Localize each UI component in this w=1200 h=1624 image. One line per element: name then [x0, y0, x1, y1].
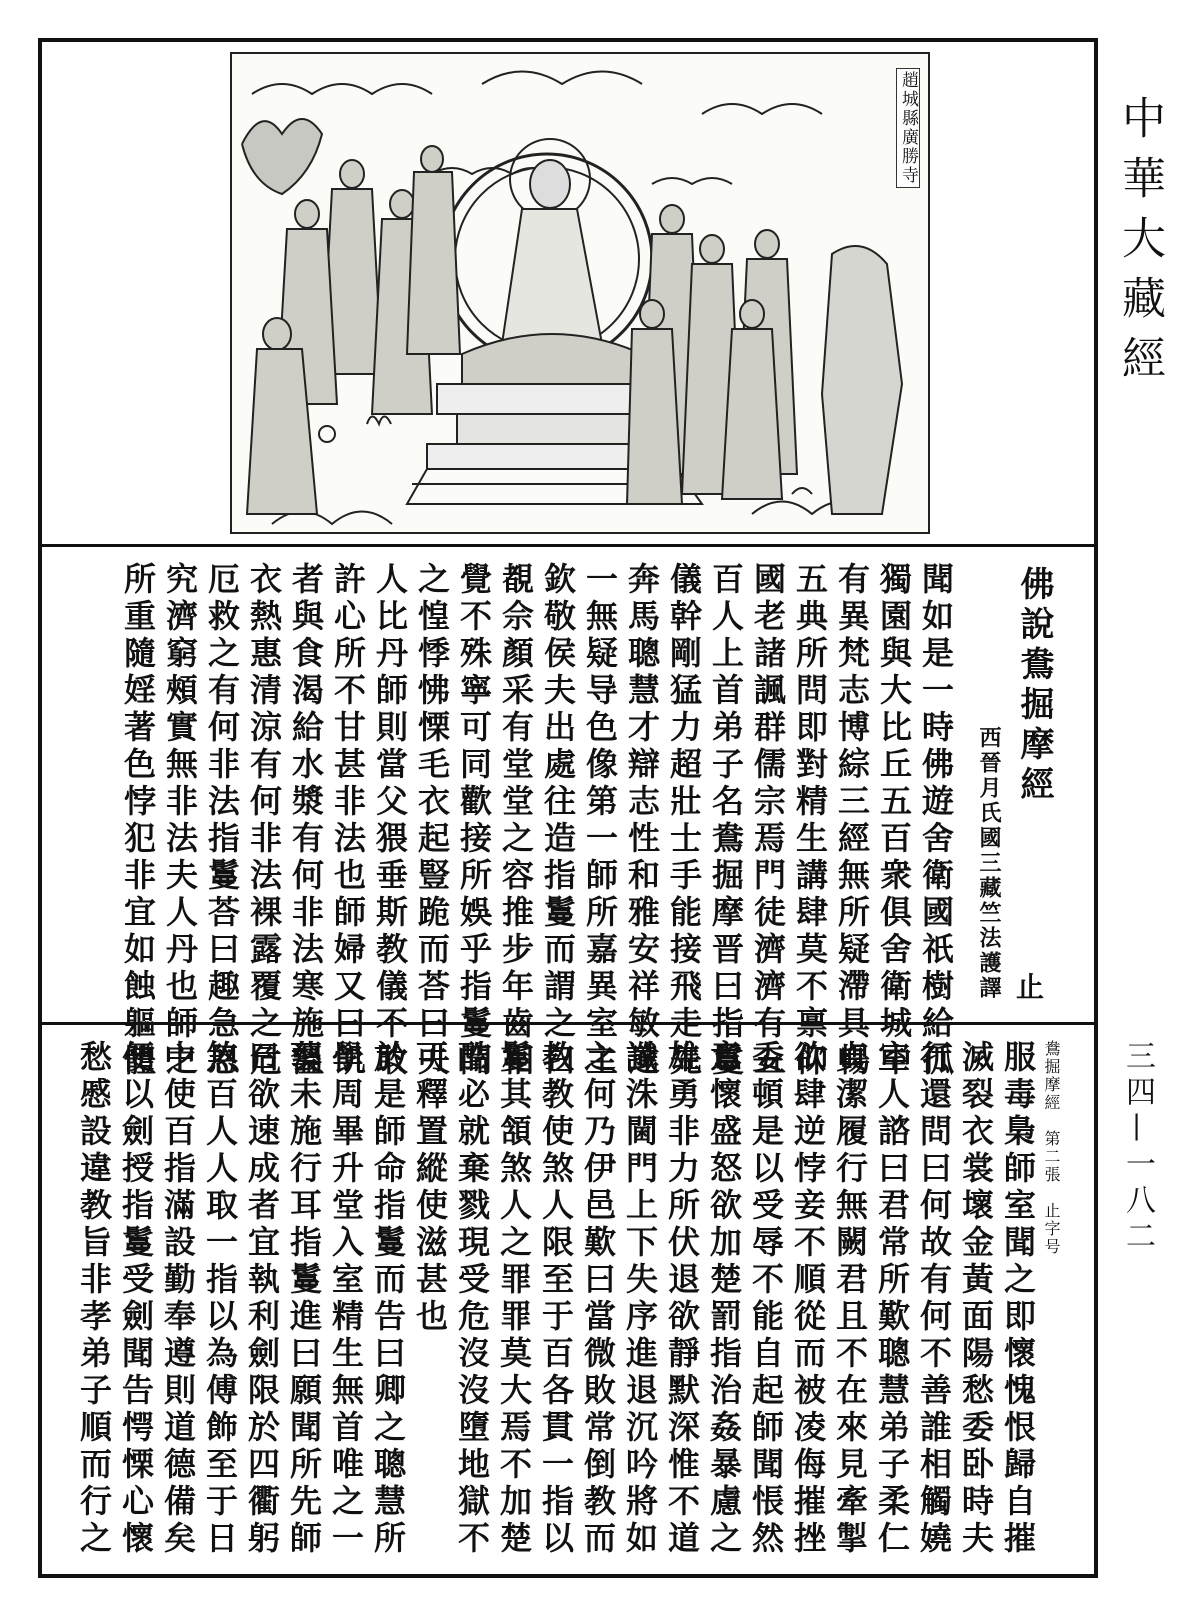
margin-note: 鴦掘摩經 第二張 止字号 — [1042, 1040, 1061, 1256]
text-column: 者與食渴給水漿有何非法寒施溫 — [287, 562, 325, 1080]
text-column: 藝未施行耳指鬘進曰願聞所先師 — [285, 1040, 323, 1558]
text-column: 厄救之有何非法指鬘荅曰趣急恩 — [203, 562, 241, 1080]
text-column: 意懷盛怒欲加楚罰指治姦暴慮之 — [705, 1040, 743, 1558]
text-column: 曰欲速成者宜執利劍限於四衢躬 — [243, 1040, 281, 1558]
buddha-assembly-drawing — [232, 54, 930, 534]
text-column: 五典所問即對精生講肆莫不禀仰 — [791, 562, 829, 1080]
frontispiece-illustration — [230, 52, 930, 534]
text-column: 儀幹剛猛力超壯士手能接飛走先 — [665, 562, 703, 1080]
text-column: 有異梵志博綜三經無所疑滯具暢 — [833, 562, 871, 1080]
text-column: 便以劍授指鬘受劍聞告愕慄心懷 — [117, 1040, 155, 1558]
text-column: 酷必就棄戮現受危沒沒墮地獄不 — [453, 1040, 491, 1558]
text-column: 讖洙閫門上下失序進退沉吟將如 — [621, 1040, 659, 1558]
text-column: 所重隨婬著色悖犯非宜如蝕軀體 — [119, 562, 157, 1080]
text-column: 可釋置縱使滋甚也 — [411, 1040, 449, 1336]
text-column: 許心所不甘甚非法也師婦又曰飢 — [329, 562, 367, 1080]
text-column: 室人諮曰君常所歎聰慧弟子柔仁 — [873, 1040, 911, 1558]
section-marker: 止 — [1012, 972, 1045, 1000]
text-column: 愁慼設違教旨非孝弟子順而行之 — [75, 1040, 113, 1558]
text-column: 欽敬侯夫出處往造指鬘而謂之曰 — [539, 562, 577, 1080]
text-column: 覺不殊寧可同歡接所娛乎指鬘聞 — [455, 562, 493, 1080]
text-column: 覩佘顏采有堂堂之容推步年齒相 — [497, 562, 535, 1080]
text-column: 欲肆逆悖妾不順從而被凌侮摧挫 — [789, 1040, 827, 1558]
text-column: 貞潔履行無闕君且不在來見牽掣 — [831, 1040, 869, 1558]
text-column: 人比丹師則當父猥垂斯教儀不敢 — [371, 562, 409, 1080]
sutra-title: 佛說鴦掘摩經 — [1014, 566, 1054, 806]
text-column: 究濟窮頰實無非法夫人丹也師之 — [161, 562, 199, 1080]
text-column: 中使百指滿設勤奉遵則道德備矣 — [159, 1040, 197, 1558]
collection-title: 中華大藏經 — [1114, 95, 1165, 395]
text-column: 學周畢升堂入室精生無首唯之一 — [327, 1040, 365, 1558]
text-column: 教教使煞人限至于百各貫一指以 — [537, 1040, 575, 1558]
text-column: 煞百人人取一指以為傅飾至于日 — [201, 1040, 239, 1558]
text-column: 聞如是一時佛遊舍衛國祇樹給孤 — [917, 562, 955, 1080]
text-column: 委頓是以受辱不能自起師聞悵然 — [747, 1040, 785, 1558]
text-column: 國老諸諷群儒宗焉門徒濟濟有五 — [749, 562, 787, 1080]
page-number: 三四—一八二 — [1120, 1040, 1155, 1256]
text-column: 百人上首弟子名鴦掘摩晋曰指鬘 — [707, 562, 745, 1080]
translator-line: 西晉月氏國三藏竺法護譯 — [976, 726, 1002, 1001]
section-divider-top — [38, 544, 1098, 547]
text-column: 之惶悸怫慄毛衣起豎跪而荅曰夫 — [413, 562, 451, 1080]
text-column: 雄勇非力所伏退欲靜默深惟不道 — [663, 1040, 701, 1558]
text-column: 於是師命指鬘而告曰卿之聰慧所 — [369, 1040, 407, 1558]
text-column: 服毒梟師室聞之即懷愧恨歸自摧 — [999, 1040, 1037, 1558]
text-column: 奔馬聰慧才辯志性和雅安祥敏達 — [623, 562, 661, 1080]
text-column: 行還問曰何故有何不善誰相觸嬈 — [915, 1040, 953, 1558]
text-column: 衣熱惠清涼有何非法裸露覆之危 — [245, 562, 283, 1080]
text-column: 之何乃伊邑歎曰當微敗常倒教而 — [579, 1040, 617, 1558]
text-column: 鬘其頷煞人之罪罪莫大焉不加楚 — [495, 1040, 533, 1558]
text-column: 滅裂衣裳壞金黃面陽愁委卧時夫 — [957, 1040, 995, 1558]
text-column: 獨園與大比丘五百衆俱舍衛城中 — [875, 562, 913, 1080]
text-column: 一無疑导色像第一師所嘉異室主 — [581, 562, 619, 1080]
illustration-caption: 趙城縣廣勝寺 — [896, 68, 920, 188]
